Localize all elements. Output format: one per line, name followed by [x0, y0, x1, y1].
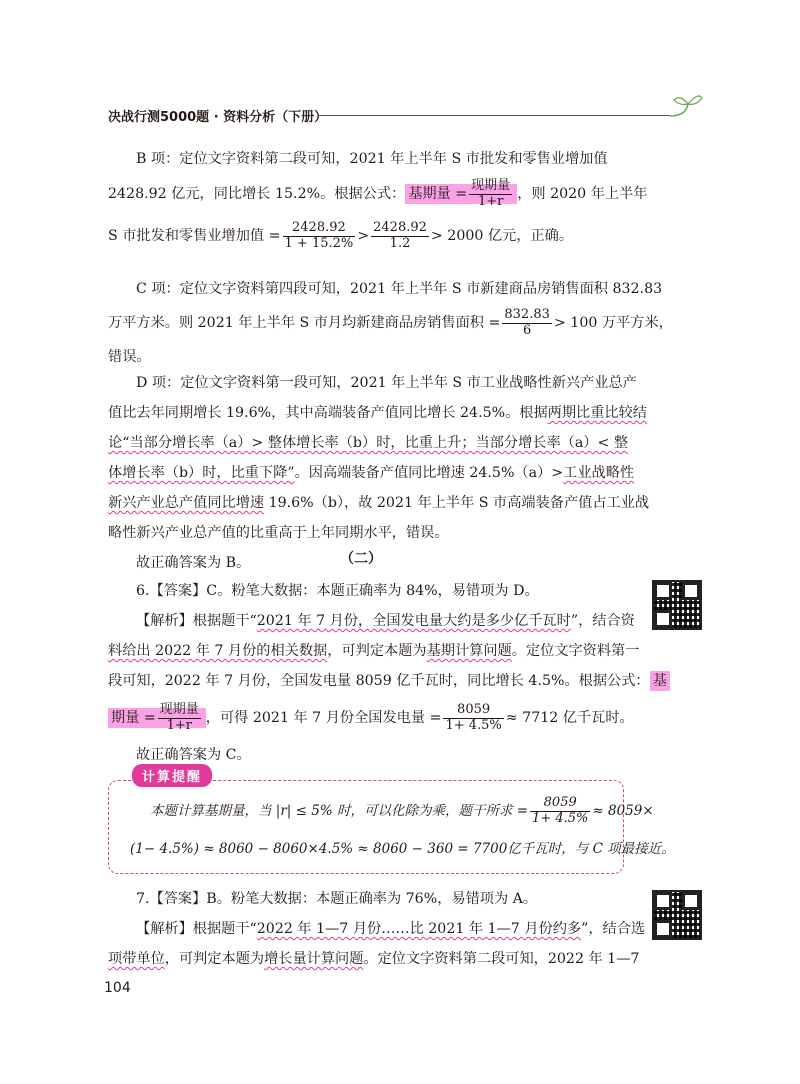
d-line2	[108, 398, 647, 428]
q6-f2-num: 8059	[443, 703, 503, 719]
calc-f-den: 1+ 4.5%	[532, 811, 589, 826]
calc-tip-tag: 计算提醒	[132, 764, 212, 787]
b-f2-num: 2428.92	[373, 219, 427, 235]
q6-line3-d: 。定位文字资料第一	[511, 643, 640, 659]
b-line3-a: S 市批发和零售业增加值 =	[108, 228, 281, 244]
b-item-block	[108, 144, 648, 258]
c-f-num: 832.83	[504, 306, 550, 322]
d-line5-b: 19.6%（b），故 2021 年上半年 S 市高端装备产值占工业战	[264, 495, 650, 511]
page-header-title: 决战行测5000题 · 资料分析（下册）	[108, 110, 328, 125]
d-line2-a: 值比去年同期增长 19.6%，其中高端装备产值同比增长 24.5%。根据	[108, 405, 548, 421]
q6-line1: 6.【答案】C。粉笔大数据：本题正确率为 84%，易错项为 D。	[136, 583, 539, 599]
q6-line3-b: ，可判定本题为	[327, 643, 427, 659]
b-line2-b: ，则 2020 年上半年	[517, 186, 648, 202]
b-line2	[108, 174, 648, 214]
calc-line1-b: ≈ 8059×	[592, 803, 654, 819]
formula-den: 1+r	[477, 193, 504, 209]
c-line2-b: > 100 万平方米，	[553, 315, 673, 331]
c-fraction	[502, 308, 552, 339]
b-f2-den: 1.2	[389, 235, 411, 251]
section-heading: （二）	[340, 551, 382, 567]
q6-line3-c: 基期计算问题	[426, 643, 512, 659]
d-item-block	[108, 368, 650, 578]
b-fraction-1	[283, 221, 356, 252]
base-formula-highlight	[405, 177, 517, 209]
q6-line3	[108, 636, 640, 666]
c-line2-a: 万平方米。则 2021 年上半年 S 市月均新建商品房销售面积 =	[108, 315, 501, 331]
q6-line2-c: ”，结合资	[570, 613, 635, 629]
q6-f-den: 1+r	[166, 717, 192, 733]
q6-line2-a: 【解析】根据题干“	[136, 613, 257, 629]
b-f1-den: 1 + 15.2%	[284, 235, 354, 251]
c-line1: C 项：定位文字资料第四段可知，2021 年上半年 S 市新建商品房销售面积 832.83	[136, 281, 663, 297]
formula-lhs: 基期量 =	[408, 186, 468, 202]
conclusion-1: 故正确答案为 B。	[136, 555, 251, 571]
formula-fraction	[469, 179, 512, 210]
gt-sign: >	[357, 228, 370, 244]
q7-block	[108, 884, 646, 974]
q7-line2-a: 【解析】根据题干“	[136, 921, 257, 937]
conclusion-2: 故正确答案为 C。	[136, 747, 251, 763]
qr-code-q6[interactable]	[652, 580, 702, 630]
d-line4	[108, 458, 635, 488]
page-number: 104	[104, 980, 131, 996]
q7-line3-d: 。定位文字资料第二段可知，2022 年 1—7	[363, 951, 640, 967]
q7-line3	[108, 944, 640, 974]
header-rule	[318, 115, 670, 116]
b-fraction-2	[371, 221, 429, 252]
c-line2	[108, 304, 673, 342]
q6-line2-b: 2021 年 7 月份，全国发电量大约是多少亿千瓦时	[256, 613, 571, 629]
q7-line3-c: 增长量计算问题	[264, 951, 364, 967]
q7-line1: 7.【答案】B。粉笔大数据：本题正确率为 76%，易错项为 A。	[136, 891, 538, 907]
calc-tip-line1	[150, 795, 654, 827]
calc-fraction	[530, 796, 590, 827]
c-line3: 错误。	[108, 349, 151, 365]
q6-line5-a: ，可得 2021 年 7 月份全国发电量 =	[205, 710, 442, 726]
d-line4-c: 工业战略性	[563, 465, 635, 481]
q7-line2-b: 2022 年 1—7 月份……比 2021 年 1—7 月份约多	[256, 921, 582, 937]
b-line3	[108, 214, 628, 258]
q7-line3-a: 项带单位	[108, 951, 165, 967]
d-line1: D 项：定位文字资料第一段可知，2021 年上半年 S 市工业战略性新兴产业总产	[136, 375, 637, 391]
q7-line2	[108, 914, 646, 944]
q7-line2-c: ”，结合选	[581, 921, 646, 937]
q6-line2	[108, 606, 635, 636]
q7-line3-b: ，可判定本题为	[164, 951, 265, 967]
sprout-icon	[668, 92, 704, 118]
calc-f-num: 8059	[530, 796, 590, 812]
b-line2-a: 2428.92 亿元，同比增长 15.2%。根据公式：	[108, 186, 406, 202]
q6-line4-hl: 基	[650, 671, 670, 691]
q6-f-num: 现期量	[159, 701, 199, 717]
d-line4-a: 体增长率（b）时，比重下降”	[108, 465, 295, 481]
d-line4-b: 。因高端装备产值同比增速 24.5%（a）>	[294, 465, 564, 481]
b-line1: B 项：定位文字资料第二段可知，2021 年上半年 S 市批发和零售业增加值	[136, 151, 608, 167]
qr-code-q7[interactable]	[652, 890, 702, 940]
formula-num: 现期量	[471, 177, 511, 193]
c-f-den: 6	[523, 322, 532, 338]
q6-formula-fraction	[158, 703, 201, 734]
q6-line5-b: ≈ 7712 亿千瓦时。	[505, 710, 634, 726]
d-line6: 略性新兴产业总产值的比重高于上年同期水平，错误。	[108, 525, 449, 541]
d-line2-b: 两期比重比较结	[547, 405, 647, 421]
d-line5	[108, 488, 650, 518]
q6-line5	[108, 696, 634, 740]
q6-formula-lhs: 期量 =	[111, 710, 156, 726]
d-line3: 论“当部分增长率（a）> 整体增长率（b）时，比重上升；当部分增长率（a）< 整	[108, 435, 629, 451]
c-item-block	[108, 274, 673, 372]
q6-formula-highlight	[108, 701, 206, 733]
q6-f2-den: 1+ 4.5%	[445, 717, 502, 733]
q6-line4-a: 段可知，2022 年 7 月份，全国发电量 8059 亿千瓦时，同比增长 4.5%。根据公式：	[108, 673, 650, 689]
b-line3-b: > 2000 亿元，正确。	[430, 228, 574, 244]
q6-line3-a: 料给出 2022 年 7 月份的相关数据	[108, 643, 328, 659]
b-f1-num: 2428.92	[283, 221, 356, 237]
calc-tip-line2: (1− 4.5%) ≈ 8060 − 8060×4.5% ≈ 8060 − 360 = 7700亿千瓦时，与 C 项最接近。	[130, 841, 675, 857]
q6-block	[108, 576, 667, 770]
d-line5-a: 新兴产业总产值同比增速	[108, 495, 265, 511]
q6-line4	[108, 666, 667, 696]
q6-fraction-2	[443, 703, 503, 734]
calc-line1-a: 本题计算基期量，当 |r| ≤ 5% 时，可以化除为乘，题干所求 =	[150, 803, 529, 819]
